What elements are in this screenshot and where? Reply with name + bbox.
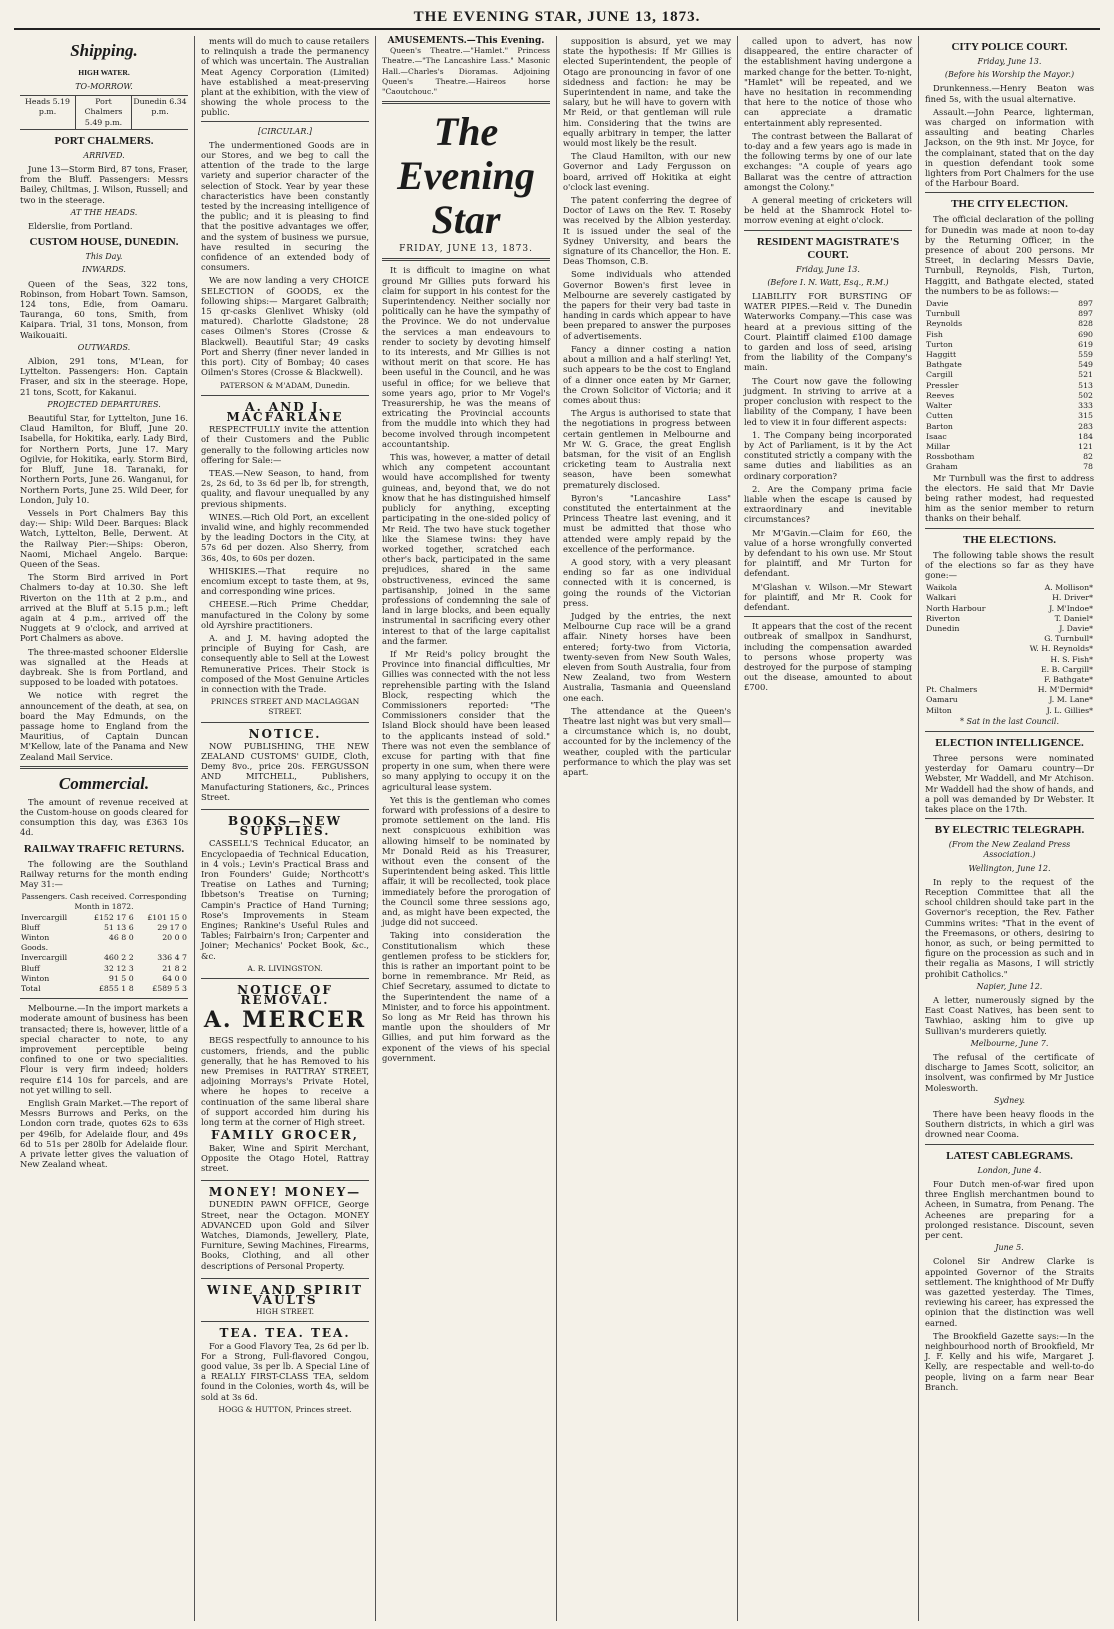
paragraph: For a Good Flavory Tea, 2s 6d per lb. For a Strong, Full-flavored Congou, good value, 3s per lb. A Special Line of a REALLY FIRST-CLASS TEA, seldom found in the Colonies, worth 4s, will be sold at 3s 6d. [201,1340,369,1402]
paragraph: Colonel Sir Andrew Clarke is appointed Governor of the Straits settlement. The knighthood of Mr Duffy was gazetted yesterday. The Times, reviewing his career, has expressed the opinion that the distinction was well earned. [925,1256,1094,1328]
election-intel-heading: ELECTION INTELLIGENCE. [935,736,1084,749]
projected-label: PROJECTED DEPARTURES. [47,399,161,409]
city-election-heading: THE CITY ELECTION. [951,198,1068,211]
paragraph: 1. The Company being incorporated by Act of Parliament, is it by the Act constituted strictly a company with the same duties and liabilities as an ordinary corporation? [744,429,912,481]
station-cell: Total [21,984,41,994]
railway-heading: RAILWAY TRAFFIC RETURNS. [23,842,185,855]
cash-cell: 460 2 2 [103,953,134,963]
paragraph: Four Dutch men-of-war fired upon three English merchantmen bound to Acheen, in Sumatra, from Penang. The Acheenes are preparing for a prolonged resistance. Discount, seven per cent. [925,1178,1094,1240]
paragraph: Albion, 291 tons, M'Lean, for Lyttelton. Passengers: Hon. Captain Fraser, and six in the steerage. Hope, 21 tons, Scott, for Kakanui. [20,356,188,397]
dateline-place: June 5. [995,1243,1024,1253]
advert-books [201,809,369,978]
candidate-cell: Davie [926,299,949,309]
paragraph: Mr Turnbull was the first to address the electors. He said that Mr Davie being rather modest, had requested him as the senior member to return thanks on their behalf. [925,472,1094,524]
candidate-cell: Haggitt [926,350,957,360]
paragraph: Beautiful Star, for Lyttelton, June 16. Claud Hamilton, for Bluff, June 20. Isabella, for Hokitika, early. Lady Bird, for Northern Ports, June 17. Mary Ogilvie, for Hokitika, early. Storm Bird, for Bluff, June 18. Taranaki, for Northern Ports, June 26. Wanganui, for Northern Ports, June 25. Wild Deer, for London, July 10. [20,413,188,505]
paragraph: LIABILITY FOR BURSTING OF WATER PIPES.—Reid v. The Dunedin Waterworks Company.—This case was heard at a previous sitting of the Court. Plaintiff claimed £100 damage to garden and loss of seed, arising from the liability of the Company's main. [744,291,912,373]
cash-cell: £152 17 6 [94,912,134,922]
table-row [925,452,1094,462]
table-row [925,644,1094,654]
votes-cell: 559 [1078,350,1093,360]
rail-table [20,913,188,995]
advert-title: A. AND J. MACFARLANE [226,399,344,424]
elections-heading: THE ELECTIONS. [963,533,1056,546]
member-cell: E. B. Cargill* [1040,664,1093,674]
votes-cell: 619 [1078,339,1093,349]
district-cell [925,675,1007,685]
member-cell: J. L. Gillies* [1046,705,1093,715]
votes-cell: 315 [1078,411,1093,421]
commercial-heading: Commercial. [58,773,150,793]
column-5 [738,36,919,1621]
dateline-place: Wellington, June 12. [968,863,1051,873]
paragraph: The Court now gave the following judgment. In striving to arrive at a proper conclusion with respect to the liability of the Company, I have been led to view it in four different aspects: [744,375,912,427]
paragraph: The three-masted schooner Elderslie was signalled at the Heads at daybreak. She is from Portland, and supposed to be loaded with potatoes. [20,646,188,688]
prior-cell: 29 17 0 [157,922,187,932]
table-row [925,319,1094,329]
dateline: FRIDAY, JUNE 13, 1873. [399,244,533,255]
candidate-cell: Barton [926,421,953,431]
paragraph: In reply to the request of the Reception Committee that all the school children should take part in the Governor's reception, the Rev. Father Cummins writes: "That in the event of the Freemasons, or others, desiring to honor, as such, or being permitted to figure on the procession as such and in their regalia as Masons, I will strictly prohibit Catholics." [925,876,1094,979]
table-row [925,634,1094,644]
table-row [925,391,1094,401]
member-cell: H. M'Dermid* [1037,685,1093,695]
cash-cell: 46 8 0 [108,933,134,943]
district-cell: Pt. Chalmers [926,685,978,695]
table-row [925,350,1094,360]
cablegrams-heading: LATEST CABLEGRAMS. [946,1149,1073,1162]
divider [382,258,550,261]
votes-cell: 82 [1083,452,1093,462]
table-row [925,381,1094,391]
votes-cell: 897 [1078,299,1093,309]
advert-notice [201,722,369,809]
divider [925,731,1094,732]
column-3 [376,36,557,1621]
table-row [20,913,188,923]
table-row [925,309,1094,319]
hw-heads: Heads 5.19 p.m. [20,96,76,129]
paragraph: The following are the Southland Railway returns for the month ending May 31:— [20,858,188,889]
table-row [925,442,1094,452]
advert-title: WINE AND SPIRIT VAULTS [206,1282,364,1307]
district-cell [925,665,1007,675]
candidate-cell: Millar [926,441,950,451]
port-chalmers-heading: PORT CHALMERS. [54,134,154,147]
paragraph: The Storm Bird arrived in Port Chalmers to-day at 10.30. She left Riverton on the 11th at 2 p.m., and arrived at the Bluff at 5.15 p.m.; left again at 4 p.m., arrived off the Nuggets at 9 o'clock, and arrived at Port Chalmers as above. [20,572,188,644]
divider [925,528,1094,529]
paragraph: supposition is absurd, yet we may state the hypothesis: If Mr Gillies is elected Superintendent, the people of Otago are pronouncing in favor of one sidedness and faction: he may be Superintendent in name, and take the salary, but he will have to govern with Mr Reid, or that gentleman will rule him. Considering that the twins are equally arbitrary in temper, the latter would most likely be the result. [563,36,731,149]
paragraph: It is difficult to imagine on what ground Mr Gillies puts forward his claim for support in his contest for the Superintendency. Neither socially nor politically can he have the sympathy of the Province. We do not undervalue the services a man endeavours to render to society by devoting himself to its interests, and Mr Gillies is not without merit on that score. He has been useful in the Council, and he was useful in office; for we believe that some years ago, prior to Mr Vogel's Treasurership, he was the means of extricating the Provincial accounts from the muddle into which they had become involved through incompetent accountantship. [382,265,550,449]
table-row [925,432,1094,442]
table-row [925,655,1094,665]
district-cell [925,644,1007,654]
arrived-label: ARRIVED. [83,150,125,160]
district-cell: Waikola [926,583,958,593]
high-water-heading: HIGH WATER. [78,68,130,77]
table-row [925,685,1094,695]
district-cell: North Harbour [926,603,986,613]
paragraph: The contrast between the Ballarat of to-day and a few years ago is made in the following terms by one of our late exchanges: "A couple of years ago Ballarat was the centre of attraction amongst the Colony." [744,130,912,192]
cash-cell: 51 13 6 [103,922,134,932]
station-cell: Winton [21,973,50,983]
table-row [925,330,1094,340]
table-row [925,695,1094,705]
circular-label: [CIRCULAR.] [257,126,313,136]
paragraph: TEAS.—New Season, to hand, from 2s, 2s 6d, to 3s 6d per lb, for strength, quality, and flavour unequalled by any previous shipments. [201,467,369,509]
poll-table [925,299,1094,472]
table-row [925,401,1094,411]
column-1 [14,36,195,1621]
divider [925,192,1094,193]
elections-note: * Sat in the last Council. [959,716,1060,726]
advert-tea [201,1321,369,1419]
member-cell: J. M'Indoe* [1049,603,1093,613]
hw-dunedin: Dunedin 6.34 p.m. [133,97,187,117]
at-heads-label: AT THE HEADS. [70,207,138,217]
telegraph-source: (From the New Zealand Press Association.) [948,840,1071,860]
column-6 [919,36,1100,1621]
table-row [925,411,1094,421]
advert-macfarlane [201,395,369,722]
member-cell: F. Bathgate* [1044,674,1093,684]
paragraph: Assault.—John Pearce, lighterman, was charged on information with assaulting and beating Charles Jackson, on the 9th inst. Mr Joyce, for the complainant, stated that on the day in question defendant took some lighters from Port Chalmers for the use of the Harbour Board. [925,106,1094,189]
advert-title: TEA. TEA. TEA. [219,1326,351,1341]
table-row [925,706,1094,716]
cash-cell [81,943,134,953]
candidate-cell: Cargill [926,370,953,380]
table-row [925,422,1094,432]
advert-title: NOTICE OF REMOVAL. [237,983,333,1008]
votes-cell: 283 [1078,421,1093,431]
paragraph: Drunkenness.—Henry Beaton was fined 5s, with the usual alternative. [925,83,1094,104]
table-row [925,583,1094,593]
paragraph: ments will do much to cause retailers to relinquish a trade the permanency of which was uncertain. The Australian Meat Agency Corporation (Limited) have established a meat-preserving plant at the exhibition, with the view of showing the whole process to the public. [201,36,369,118]
member-cell: J. M. Lane* [1049,695,1093,705]
district-cell: Milton [926,705,952,715]
member-cell: J. Davie* [1059,623,1093,633]
paragraph: Taking into consideration the Constitutionalism which these gentlemen profess to be sticklers for, this is rather an important point to be borne in remembrance. Mr Reid, as Chief Secretary, assumed to dictate to the Superintendent the name of a Minister, and to force his appointment. So long as Mr Reid has thrown his mantle upon the shoulders of Mr Gillies, and put him forward as the exponent of the views of his special government. [382,930,550,1063]
station-cell: Winton [21,933,50,943]
district-cell: Dunedin [926,623,960,633]
paragraph: WHISKIES.—That require no encomium except to taste them, at 9s, and corresponding wine prices. [201,565,369,597]
paragraph: The patent conferring the degree of Doctor of Laws on the Rev. T. Roseby was received by the Albion yesterday. It is issued under the seal of the Sydney University, and bears the signature of its Chancellor, the Hon. E. Deas Thomson, C.B. [563,195,731,267]
advert-wine [201,1278,369,1322]
paragraph: A general meeting of cricketers will be held at the Shamrock Hotel to-morrow evening at eight o'clock. [744,195,912,226]
table-row [20,953,188,963]
paragraph: The official declaration of the polling for Dunedin was made at noon to-day by the Returning Officer, in the presence of about 200 persons. Mr Street, in declaring Messrs Davie, Turnbull, Reynolds, Fish, Turton, Haggitt, and Bathgate elected, stated the numbers to be as follows:— [925,214,1094,296]
divider [925,818,1094,819]
table-row [20,984,188,994]
paragraph: BEGS respectfully to announce to his customers, friends, and the public generally, that he has Removed to his new Premises in RATTRAY STREET, adjoining Morrays's Private Hotel, where he hopes to receive a continuation of the same liberal share of support accorded him during his long term at the corner of High street. [201,1035,369,1128]
pc-before: (Before his Worship the Mayor.) [944,70,1075,80]
table-row [925,604,1094,614]
paragraph: CASSELL'S Technical Educator, an Encyclopaedia of Technical Education, in 4 vols.; Levin's Practical Brass and Iron Founders' Guide; Northcott's Treatise on Lathes and Turning; Ibbetson's Treatise on Turning; Campin's Practice of Hand Turning; Rose's Improvements in Steam Engines; Rankine's Useful Rules and Tables; Fairbairn's Iron; Carpenter and Joiner; Mechanics' Pocket Book, &c., &c. [201,838,369,961]
advert-big-name: A. MERCER [203,1007,367,1034]
advertiser-name: PATERSON & M'ADAM, Dunedin. [220,380,350,390]
rm-court-heading: RESIDENT MAGISTRATE'S COURT. [756,235,900,261]
paragraph: NOW PUBLISHING, THE NEW ZEALAND CUSTOMS' GUIDE, Cloth, Demy 8vo., price 20s. FERGUSSON AND MITCHELL, Publishers, Manufacturing Stationers, &c., Princes Street. [201,740,369,802]
prior-cell: £101 15 0 [147,912,187,922]
column-2 [195,36,376,1621]
advert-money [201,1180,369,1278]
divider [744,616,912,617]
rail-table-header: Passengers. Cash received. Corresponding Month in 1872. [21,892,187,912]
paragraph: If Mr Reid's policy brought the Province into financial difficulties, Mr Gillies was connected with the not less reprehensible parting with the Island Block, respecting which the Commissioners reported: "The Commissioners consider that the Island Block should have been leased to the applicants instead of sold." There was not even the semblance of excuse for parting with that fine property in one sum, when there were so many applying to occupy it on the agricultural lease system. [382,648,550,792]
table-row [20,943,188,953]
to-morrow-label: TO-MORROW. [75,82,133,91]
prior-cell [135,943,188,953]
paragraph: It appears that the cost of the recent outbreak of smallpox in Sandhurst, including the compensation awarded to persons whose property was destroyed for the purpose of stamping out the disease, amounted to about £700. [744,621,912,693]
paragraph: Fancy a dinner costing a nation about a million and a half sterling! Yet, such appears to be the cost to England of a dinner once eaten by Mr Garner, the Crown Solicitor of Victoria; and it comes about thus: [563,343,731,405]
police-court-heading: CITY POLICE COURT. [951,41,1068,53]
paragraph: The attendance at the Queen's Theatre last night was but very small—a circumstance which is, no doubt, accounted for by the inclemency of the weather, coupled with the particular performance to which the play was set apart. [563,705,731,778]
paragraph: 2. Are the Company prima facie liable when the escape is caused by extraordinary and inevitable circumstances? [744,483,912,525]
table-row [20,964,188,974]
cash-cell: 91 5 0 [108,973,134,983]
advert-title: FAMILY GROCER, [211,1128,359,1143]
votes-cell: 78 [1083,462,1093,472]
newspaper-title: The Evening Star [397,109,535,243]
paragraph: The following table shows the result of the elections so far as they have gone:— [925,549,1094,580]
district-cell [925,655,1007,665]
paragraph: A good story, with a very pleasant ending so far as one individual connected with it is concerned, is going the rounds of the Victorian press. [563,556,731,608]
votes-cell: 513 [1078,380,1093,390]
district-cell [925,634,1007,644]
inwards-label: INWARDS. [82,265,126,275]
paragraph: Judged by the entries, the next Melbourne Cup race will be a grand affair. Ninety horses have been entered; forty-two from Victoria, twenty-seven from New South Wales, eleven from South Australia, four from New Zealand, two from Western Australia, Tasmania and Queensland one each. [563,610,731,703]
prior-cell: 64 0 0 [162,973,187,983]
table-row [925,299,1094,309]
candidate-cell: Walter [926,401,952,411]
elections-table [925,583,1094,716]
paragraph: M'Glashan v. Wilson.—Mr Stewart for plaintiff, and Mr R. Cook for defendant. [744,581,912,612]
paragraph: The refusal of the certificate of discharge to James Scott, solicitor, an insolvent, was confirmed by Mr Justice Molesworth. [925,1052,1094,1093]
rm-date: Friday, June 13. [796,264,860,274]
paragraph: WINES.—Rich Old Port, an excellent invalid wine, and highly recommended by the leading Doctors in the City, at 57s 6d per dozen. Also Sherry, from 36s, 40s, to 60s per dozen. [201,511,369,563]
table-row [925,462,1094,472]
station-cell: Bluff [21,922,40,932]
cash-cell: 32 12 3 [103,963,134,973]
member-cell: T. Daniel* [1054,613,1093,623]
station-cell: Invercargill [21,953,68,963]
paragraph: We notice with regret the announcement of the death, at sea, on board the May Edmunds, on the passage home to England from the Mauritius, of Captain Duncan M'Kellow, late of the Panama and New Zealand Mail Service. [20,690,188,762]
advert-address: PRINCES STREET AND MACLAGGAN STREET. [210,697,360,717]
paragraph: DUNEDIN PAWN OFFICE, George Street, near the Octagon. MONEY ADVANCED upon Gold and Silver Watches, Diamonds, Jewellery, Plate, Furniture, Sewing Machines, Firearms, Books, Clothing, and all other descriptions of Personal Property. [201,1199,369,1271]
paragraph: A letter, numerously signed by the East Coast Natives, has been sent to Tawhiao, asking him to give up Sullivan's murderers quietly. [925,995,1094,1036]
votes-cell: 184 [1078,431,1093,441]
columns [14,36,1100,1621]
prior-cell: 20 0 0 [162,933,187,943]
paragraph: A. and J. M. having adopted the principle of Buying for Cash, are consequently able to Sell at the Lowest Remunerative Prices. Their Stock is composed of the Most Genuine Articles in connection with the Trade. [201,632,369,694]
votes-cell: 897 [1078,309,1093,319]
advert-removal [201,978,369,1180]
station-cell: Invercargill [21,912,68,922]
divider [20,998,188,999]
candidate-cell: Isaac [926,431,947,441]
advert-title: BOOKS—NEW SUPPLIES. [228,814,342,839]
district-cell: Walkari [926,593,957,603]
table-row [925,624,1094,634]
paragraph: Some individuals who attended Governor Bowen's first levee in Melbourne are severely castigated by the papers for their very bad taste in handing in cards which appear to have been prepared to answer the purposes of advertisements. [563,269,731,341]
pc-date: Friday, June 13. [977,57,1042,66]
votes-cell: 521 [1078,370,1093,380]
station-cell: Bluff [21,963,40,973]
votes-cell: 333 [1078,401,1093,411]
paragraph: The Argus is authorised to state that the negotiations in progress between certain gentlemen in Melbourne and Mr W. G. Grace, the great English batsman, for the visit of an English cricketing team to Australia next season, have been somewhat prematurely disclosed. [563,408,731,490]
paragraph: Yet this is the gentleman who comes forward with professions of a desire to promote settlement on the land. His next conspicuous exhibition was allowing himself to be nominated by Mr Donald Reid as his Treasurer, without even the consent of the Superintendent being asked. This little affair, it will be recollected, took place immediately before the prorogation of the Council some three sessions ago, and, as might have been expected, the judge did not succeed. [382,794,550,928]
paragraph: CHEESE.—Rich Prime Cheddar, manufactured in the Colony by some old Ayrshire practitioners. [201,599,369,630]
table-row [20,933,188,943]
paragraph: Elderslie, from Portland. [28,221,133,232]
table-row [925,593,1094,603]
this-day-label: This Day. [85,252,123,262]
paragraph: RESPECTFULLY invite the attention of their Customers and the Public generally to the following articles now offering for Sale:— [201,424,369,465]
advert-address: HIGH STREET. [255,1307,315,1317]
votes-cell: 828 [1078,319,1093,329]
divider [20,766,188,769]
candidate-cell: Bathgate [926,360,962,370]
paragraph: Mr M'Gavin.—Claim for £60, the value of a horse wrongfully converted by defendant to his own use. Mr Stout for plaintiff, and Mr Turton for defendant. [744,527,912,579]
candidate-cell: Rossbotham [926,452,975,462]
candidate-cell: Cutten [926,411,953,421]
paragraph: Melbourne.—In the import markets a moderate amount of business has been transacted; there is, however, little of a special character to note, to any improvement perceptible being confined to one or two specialities. Flour is very firm indeed; holders require £14 10s for parcels, and are not yet willing to sell. [20,1003,188,1095]
candidate-cell: Graham [926,462,958,472]
advertiser-name: HOGG & HUTTON, Princes street. [218,1404,352,1414]
shipping-heading: Shipping. [70,41,138,60]
candidate-cell: Reeves [926,390,955,400]
district-cell: Oamaru [926,695,958,705]
paragraph: English Grain Market.—The report of Messrs Burrows and Perks, on the London corn trade, quotes 62s to 63s per 496lb, for Adelaide flour, and 49s 6d to 51s per 280lb for Adelaide flour. A private letter gives the valuation of New Zealand wheat. [20,1098,188,1170]
member-cell: H. Driver* [1052,593,1093,603]
paragraph: We are now landing a very CHOICE SELECTION of GOODS, ex the following ships:— Margaret Galbraith; 15 qr-casks Glenlivet Whisky (old matured). Charlotte Gladstone; 28 cases Oilmen's Stores (Crosse & Blackwell). Beautiful Star; 49 casks Port and Sherry (finer never landed in this port). City of Bombay; 40 cases Oilmen's Stores (Crosse & Blackwell). [201,275,369,378]
advert-title: MONEY! MONEY— [208,1185,362,1200]
divider [382,101,550,104]
masthead: THE EVENING STAR, JUNE 13, 1873. [14,6,1100,30]
candidate-cell: Turton [926,339,953,349]
member-cell: H. S. Fish* [1050,654,1093,664]
advert-circular [201,121,369,395]
paragraph: called upon to advert, has now disappeared, the entire character of the establishment having undergone a marked change for the better. To-night, "Hamlet" will be repeated, and we have no hesitation in recommending that here to the notice of those who can appreciate a dramatic entertainment ably represented. [744,36,912,128]
paragraph: Baker, Wine and Spirit Merchant, Opposite the Otago Hotel, Rattray street. [201,1142,369,1173]
paragraph: Byron's "Lancashire Lass" constituted the entertainment at the Princess Theatre last evening, and it must be admitted that those who attended were amply repaid by the excellence of the performance. [563,492,731,554]
table-row [925,614,1094,624]
votes-cell: 121 [1078,441,1093,451]
table-row [925,360,1094,370]
table-row [20,974,188,984]
dateline-place: Melbourne, June 7. [970,1038,1049,1048]
cash-cell: £855 1 8 [98,984,134,994]
customs-heading: CUSTOM HOUSE, DUNEDIN. [29,236,179,249]
votes-cell: 502 [1078,390,1093,400]
station-cell: Goods. [21,943,49,953]
table-row [20,923,188,933]
hw-port: Port Chalmers 5.49 p.m. [76,96,132,129]
column-4 [557,36,738,1621]
table-row [925,665,1094,675]
divider [744,230,912,231]
paragraph: Vessels in Port Chalmers Bay this day:— Ship: Wild Deer. Barques: Black Watch, Lyttelton, Belle, Derwent. At the Railway Pier:—Ships: Oberon, Naomi, Michael Angelo. Barque: Queen of the Seas. [20,507,188,569]
advertiser-name: A. R. LIVINGSTON. [247,963,323,973]
rm-before: (Before I. N. Watt, Esq., R.M.) [767,277,889,287]
member-cell: G. Turnbull* [1044,634,1093,644]
prior-cell: £589 5 3 [152,984,187,994]
votes-cell: 549 [1078,360,1093,370]
advert-title: NOTICE. [248,726,322,741]
member-cell: A. Mollison* [1044,583,1093,593]
dateline-place: Napier, June 12. [976,981,1043,991]
paragraph: Queen's Theatre.—"Hamlet." Princess Theatre.—"The Lancashire Lass." Masonic Hall.—Charles's Dioramas. Adjoining Queen's Theatre.—Haireos horse "Caoutchouc." [382,46,550,97]
paragraph: The Claud Hamilton, with our new Governor and Lady Fergusson on board, arrived off Hokitika at eight o'clock last evening. [563,151,731,192]
paragraph: There have been heavy floods in the Southern districts, in which a girl was drowned near Cooma. [925,1109,1094,1140]
votes-cell: 690 [1078,329,1093,339]
paragraph: This was, however, a matter of detail which any competent accountant would have accomplished for twenty guineas, and, beyond that, we do not know that he has distinguished himself publicly for anything, excepting participating in the one-sided policy of Mr Reid. The two have stuck together like the Siamese twins: they have worked together, scratched each other's back, participated in the same prejudices, shared in the same obstructiveness, evinced the same partisanship, joined in the same professions of condemning the sale of land in large blocks, and been equally instrumental in sacrificing every other interest to that of the large capitalist and the farmer. [382,452,550,646]
member-cell: W. H. Reynolds* [1029,644,1093,654]
prior-cell: 336 4 7 [157,953,187,963]
table-row [925,675,1094,685]
candidate-cell: Reynolds [926,319,963,329]
outwards-label: OUTWARDS. [77,342,131,352]
paragraph: Queen of the Seas, 322 tons, Robinson, from Hobart Town. Samson, 124 tons, Edie, from Oamaru. Tauranga, 60 tons, Smith, from Kaipara. Trial, 31 tons, Monson, from Waikouaiti. [20,278,188,340]
high-water-table [20,95,188,130]
amusements-heading: AMUSEMENTS.—This Evening. [387,36,545,46]
dateline-place: Sydney. [993,1095,1025,1105]
dateline-place: London, June 4. [977,1165,1042,1175]
table-row [925,370,1094,380]
telegraph-heading: BY ELECTRIC TELEGRAPH. [934,824,1085,837]
candidate-cell: Fish [926,329,943,339]
paragraph: The amount of revenue received at the Custom-house on goods cleared for consumption this day, was £363 10s 4d. [20,796,188,838]
divider [925,1144,1094,1145]
paragraph: The undermentioned Goods are in our Stores, and we beg to call the attention of the trade to the large variety and superior character of the selection of Stock. Year by year these characteristics have been constantly tested by the increasing intelligence of the public; and it is pleasing to find that the positive advantages we offer, and the system of business we pursue, have resulted in securing the confidence of an extended body of consumers. [201,139,369,273]
paragraph: The Brookfield Gazette says:—In the neighbourhood north of Brookfield, Mr J. F. Kelly and his wife, Margaret J. Kelly, are respectable and well-to-do people, living on a farm near Bear Branch. [925,1330,1094,1392]
paragraph: June 13—Storm Bird, 87 tons, Fraser, from the Bluff. Passengers: Messrs Bailey, Chiltmas, J. Wilson, Russell; and two in the steerage. [20,164,188,205]
district-cell: Riverton [926,613,960,623]
paragraph: Three persons were nominated yesterday for Oamaru country—Dr Webster, Mr Waddell, and Mr Atchison. Mr Waddell had the show of hands, and a poll was demanded by Dr Webster. It takes place on the 17th. [925,752,1094,814]
candidate-cell: Turnbull [926,309,960,319]
candidate-cell: Pressler [926,380,959,390]
table-row [925,340,1094,350]
prior-cell: 21 8 2 [162,963,187,973]
